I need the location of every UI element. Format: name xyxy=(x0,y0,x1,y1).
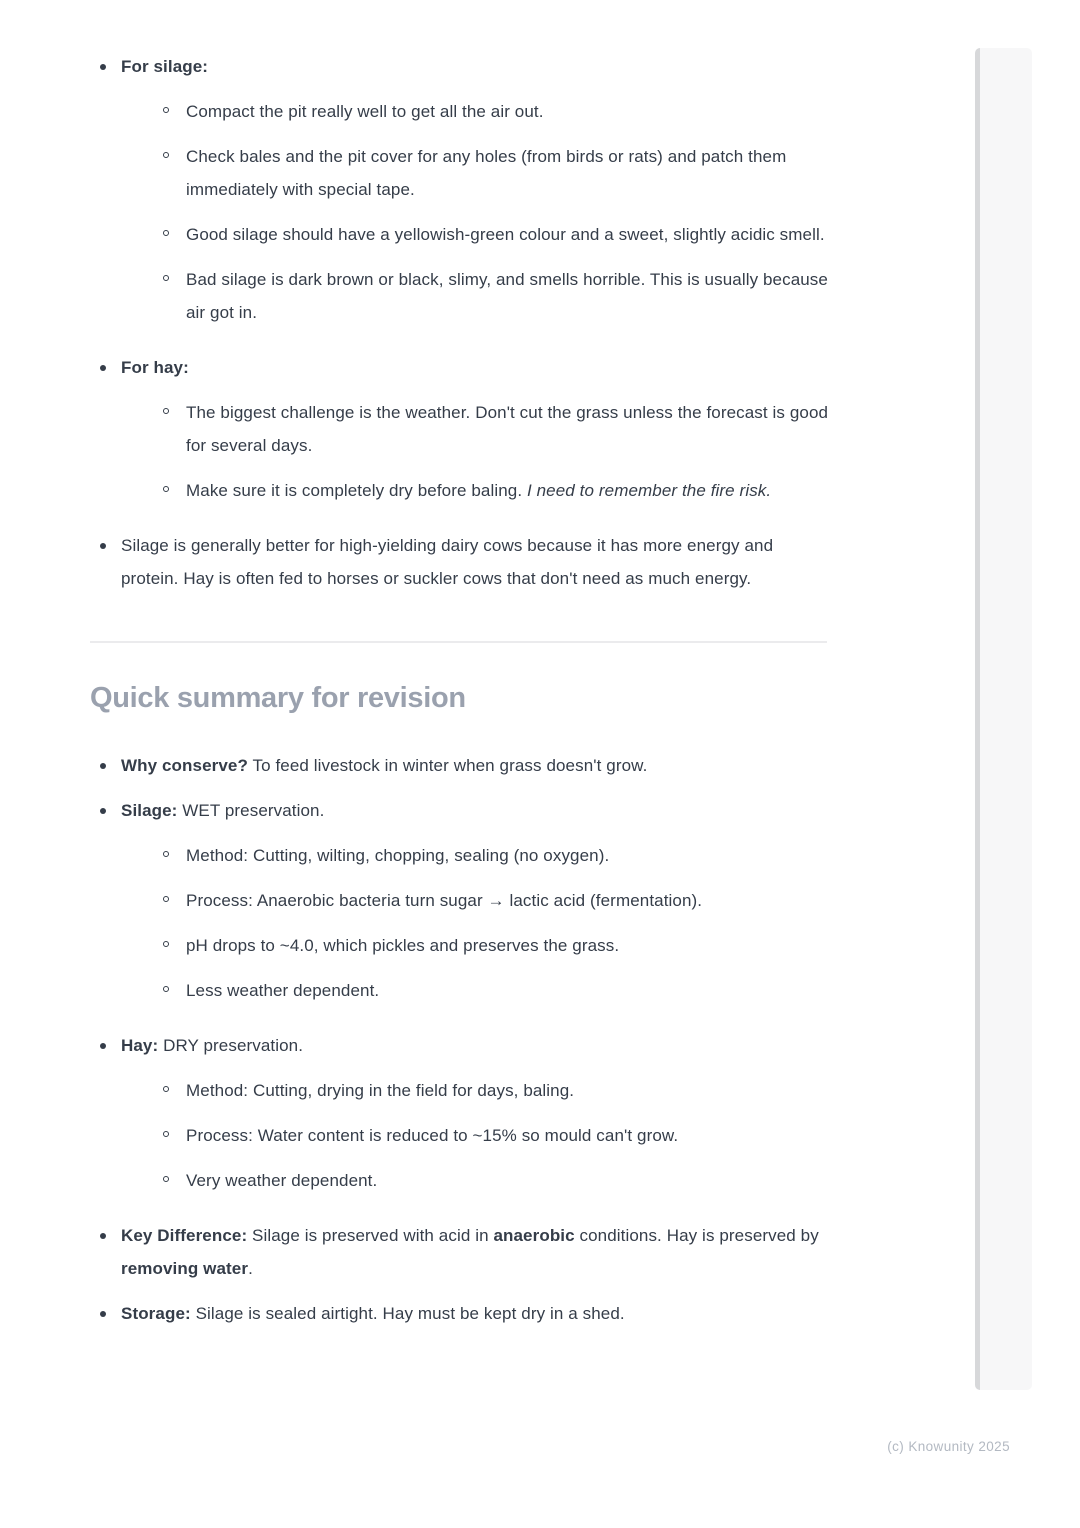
bullet-circle-icon xyxy=(163,408,169,414)
list-item-header: For silage: xyxy=(121,57,209,76)
sub-list-item-text: The biggest challenge is the weather. Don't cut the grass unless the forecast is good for several days. xyxy=(186,403,829,455)
list-item-regular: . xyxy=(248,1259,253,1278)
note-body xyxy=(90,50,830,1330)
list-item-silage-summary xyxy=(90,794,830,1007)
bullet-circle-icon xyxy=(163,486,169,492)
list-item-regular: DRY preservation. xyxy=(158,1036,304,1055)
sub-list-item xyxy=(154,396,830,462)
silage-sublist xyxy=(154,95,830,329)
bullet-circle-icon xyxy=(163,152,169,158)
list-item-hay-summary xyxy=(90,1029,830,1197)
sub-list-item-text-regular: Make sure it is completely dry before baling. xyxy=(186,481,527,500)
sub-list-item-text: Less weather dependent. xyxy=(186,981,380,1000)
sub-list-item xyxy=(154,1074,830,1107)
sub-list-item-text: Method: Cutting, drying in the field for days, baling. xyxy=(186,1081,575,1100)
sub-list-item-text: pH drops to ~4.0, which pickles and preserves the grass. xyxy=(186,936,620,955)
bullet-circle-icon xyxy=(163,1086,169,1092)
list-item-bold: Key Difference: xyxy=(121,1226,248,1245)
list-item-bold: Hay: xyxy=(121,1036,159,1055)
bullet-circle-icon xyxy=(163,230,169,236)
sub-list-item-text-italic: I need to remember the fire risk. xyxy=(526,481,772,500)
bullet-dot-icon xyxy=(100,808,106,814)
bullet-circle-icon xyxy=(163,986,169,992)
list-item-regular: WET preservation. xyxy=(177,801,325,820)
bullet-circle-icon xyxy=(163,941,169,947)
bullet-dot-icon xyxy=(100,763,106,769)
sub-list-item-text: Check bales and the pit cover for any holes (from birds or rats) and patch them immediately with special tape. xyxy=(186,147,787,199)
list-item-regular: Silage is preserved with acid in xyxy=(247,1226,494,1245)
sub-list-item-text: Method: Cutting, wilting, chopping, sealing (no oxygen). xyxy=(186,846,610,865)
bullet-dot-icon xyxy=(100,64,106,70)
sub-list-item-text: Process: Water content is reduced to ~15% so mould can't grow. xyxy=(186,1126,679,1145)
list-item-regular: Silage is sealed airtight. Hay must be kept dry in a shed. xyxy=(190,1304,625,1323)
list-item-text xyxy=(121,351,830,384)
list-item-text xyxy=(121,1029,830,1062)
list-item-bold: Silage: xyxy=(121,801,178,820)
sub-list-item-text: Compact the pit really well to get all the air out. xyxy=(186,102,544,121)
list-item-text xyxy=(121,749,830,782)
sub-list-item xyxy=(154,474,830,507)
list-item-text xyxy=(121,1219,830,1285)
sub-list-item xyxy=(154,263,830,329)
list-item-comparison xyxy=(90,529,830,595)
hay-summary-sublist xyxy=(154,1074,830,1197)
bullet-dot-icon xyxy=(100,365,106,371)
bullet-dot-icon xyxy=(100,1233,106,1239)
sub-list-item xyxy=(154,95,830,128)
bullet-circle-icon xyxy=(163,275,169,281)
sub-list-item-text: Good silage should have a yellowish-green colour and a sweet, slightly acidic smell. xyxy=(186,225,825,244)
list-item-text: Silage is generally better for high-yielding dairy cows because it has more energy and protein. Hay is often fed to horses or suckler cows that don't need as much energy. xyxy=(121,536,774,588)
bullet-dot-icon xyxy=(100,543,106,549)
bullet-circle-icon xyxy=(163,1131,169,1137)
list-item-for-silage xyxy=(90,50,830,329)
list-item-text xyxy=(121,1297,830,1330)
sub-list-item xyxy=(154,884,830,917)
list-item-regular: conditions. Hay is preserved by xyxy=(574,1226,819,1245)
bullet-circle-icon xyxy=(163,1176,169,1182)
sub-list-item xyxy=(154,839,830,872)
list-item-bold: Why conserve? xyxy=(121,756,248,775)
bullet-dot-icon xyxy=(100,1043,106,1049)
bullet-circle-icon xyxy=(163,851,169,857)
sub-list-item xyxy=(154,140,830,206)
list-item-regular: To feed livestock in winter when grass doesn't grow. xyxy=(247,756,648,775)
list-item-why-conserve xyxy=(90,749,830,782)
list-item-text xyxy=(121,50,830,83)
section-divider xyxy=(90,641,827,643)
sub-list-item-text: Very weather dependent. xyxy=(186,1171,378,1190)
list-item-bold: Storage: xyxy=(121,1304,191,1323)
sub-list-item xyxy=(154,1164,830,1197)
list-item-bold: anaerobic xyxy=(493,1226,575,1245)
sub-list-item xyxy=(154,974,830,1007)
silage-summary-sublist xyxy=(154,839,830,1007)
sub-list-item xyxy=(154,929,830,962)
sub-list-item xyxy=(154,218,830,251)
bullet-dot-icon xyxy=(100,1311,106,1317)
list-item-header: For hay: xyxy=(121,358,189,377)
sub-list-item-text xyxy=(186,474,830,507)
hay-sublist xyxy=(154,396,830,507)
sub-list-item-text: Bad silage is dark brown or black, slimy, and smells horrible. This is usually because air got in. xyxy=(186,270,828,322)
list-item-for-hay xyxy=(90,351,830,507)
list-item-storage xyxy=(90,1297,830,1330)
bullet-circle-icon xyxy=(163,107,169,113)
list-item-key-difference xyxy=(90,1219,830,1285)
list-item-text xyxy=(121,794,830,827)
list-item-bold: removing water xyxy=(121,1259,249,1278)
sub-list-item xyxy=(154,1119,830,1152)
bullet-circle-icon xyxy=(163,896,169,902)
scrollbar-track[interactable] xyxy=(975,48,1032,1390)
summary-heading: Quick summary for revision xyxy=(90,682,466,714)
footer-credit: (c) Knowunity 2025 xyxy=(887,1439,1010,1454)
sub-list-item-text: Process: Anaerobic bacteria turn sugar → lactic acid (fermentation). xyxy=(186,891,703,910)
